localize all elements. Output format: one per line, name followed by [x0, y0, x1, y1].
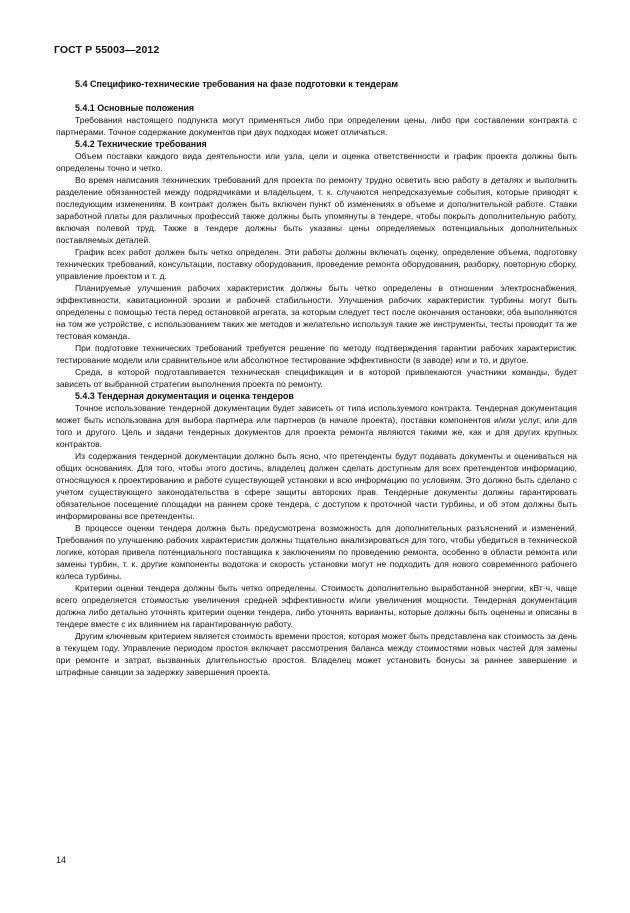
- subsection-heading-542: 5.4.2 Технические требования: [75, 139, 207, 149]
- paragraph: Из содержания тендерной документации должно быть ясно, что претенденты будут подавать документы и оцениваться на общих основаниях. Для того, чтобы этого достичь, владелец должен сделать доступным для всех претендентов информацию, относящуюся к проектированию и работе существующей установки и всю информацию по условиям. Это должно быть сделано с учетом существующего законодательства в сфере защиты авторских прав. Тендерные документы должны гарантировать обязательное посещение площадки на раннем сроке тендера, с доступом к проточной части турбины, и об этом должны быть информированы все претенденты.: [56, 451, 577, 521]
- paragraph: Требования настоящего подпункта могут применяться либо при определении цены, либо при составлении контракта с партнерами. Точное содержание документов при двух подходах может отличаться.: [56, 115, 577, 137]
- subsection-heading-543: 5.4.3 Тендерная документация и оценка тендеров: [75, 391, 294, 401]
- paragraph: Во время написания технических требований для проекта по ремонту трудно осветить всю работу в деталях и выполнить разделение обязанностей между подрядчиками и владельцем, т. к. случаются непредсказуемые события, которые приводят к последующим изменениям. В контракт должен быть включен пункт об изменениях в объеме и дополнительной работе. Ставки заработной платы для различных профессий также должны быть упомянуты в тендере, чтобы покрыть дополнительную работу, включая полевой труд. Также в тендере должны быть указаны цены определяемых потенциальных дополнительных поставляемых деталей.: [56, 175, 577, 245]
- subsection-heading-541: 5.4.1 Основные положения: [75, 103, 195, 113]
- paragraph: В процессе оценки тендера должна быть предусмотрена возможность для дополнительных разъяснений и изменений. Требования по улучшению рабочих характеристик должны тщательно анализироваться для того, чтобы убедиться в технической логике, которая привела потенциального поставщика к заключениям по проведению ремонта, особенно в области ремонта или замены турбин, т. к. другие компоненты водотока и скорость установки могут не подходить для нового современного рабочего колеса турбины.: [56, 523, 577, 581]
- paragraph: Объем поставки каждого вида деятельности или узла, цели и оценка ответственности и график проекта должны быть определены точно и четко.: [56, 151, 577, 173]
- document-header: ГОСТ Р 55003—2012: [54, 44, 160, 56]
- section-title: 5.4 Специфико-технические требования на фазе подготовки к тендерам: [75, 79, 399, 89]
- paragraph: Среда, в которой подготавливается техническая спецификация и в которой привлекаются участники команды, будет зависеть от выбранной стратегии выполнения проекта по ремонту.: [56, 367, 577, 389]
- paragraph: При подготовке технических требований требуется решение по методу подтверждения гарантии рабочих характеристик: тестирование модели или сравнительное или абсолютное тестирование эффективности (в заводе) или и то, и другое.: [56, 343, 577, 365]
- document-body: [56, 78, 577, 678]
- paragraph: Критерии оценки тендера должны быть четко определены. Стоимость дополнительно выработанной энергии, кВт·ч, чаще всего определяется стоимостью увеличения средней эффективности и/или увеличения мощности. Тендерная документация должна либо детально уточнять критерии оценки тендера, либо уточнять варианты, которые должны быть оценены и описаны в тендере вместе с их влиянием на гарантированную работу.: [56, 583, 577, 629]
- paragraph: Точное использование тендерной документации будет зависеть от типа используемого контракта. Тендерная документация может быть использована для выбора партнера или партнеров (в начале проекта), поставки компонентов и/или услуг, или для того и другого. Цель и задачи тендерных документов для проекта ремонта являются такими же, как и для других крупных контрактов.: [56, 403, 577, 449]
- paragraph: График всех работ должен быть четко определен. Эти работы должны включать оценку, определение объема, подготовку технических требований, консультации, поставку оборудования, проведение ремонта оборудования, разборку, повторную сборку, управление проектом и т. д.: [56, 247, 577, 281]
- page-number: 14: [56, 855, 67, 865]
- paragraph: Планируемые улучшения рабочих характеристик должны быть четко определены в отношении электроснабжения, эффективности, кавитационной эрозии и рабочей стабильности. Улучшения рабочих характеристик турбины могут быть определены с помощью теста перед остановкой агрегата, за которым следует тест после окончания остановки; оба выполняются на том же устройстве, с использованием таких же методов и желательно используя такие же инструменты, тесты проводит та же тестовая команда.: [56, 283, 577, 341]
- paragraph: Другим ключевым критерием является стоимость времени простоя, которая может быть представлена как стоимость за день в текущем году. Управление периодом простоя включает рассмотрения баланса между стоимостями новых частей для замены при ремонте и затрат, вызванных длительностью простоя. Владелец может установить бонусы за раннее завершение и штрафные санкции за задержку завершения проекта.: [56, 631, 577, 677]
